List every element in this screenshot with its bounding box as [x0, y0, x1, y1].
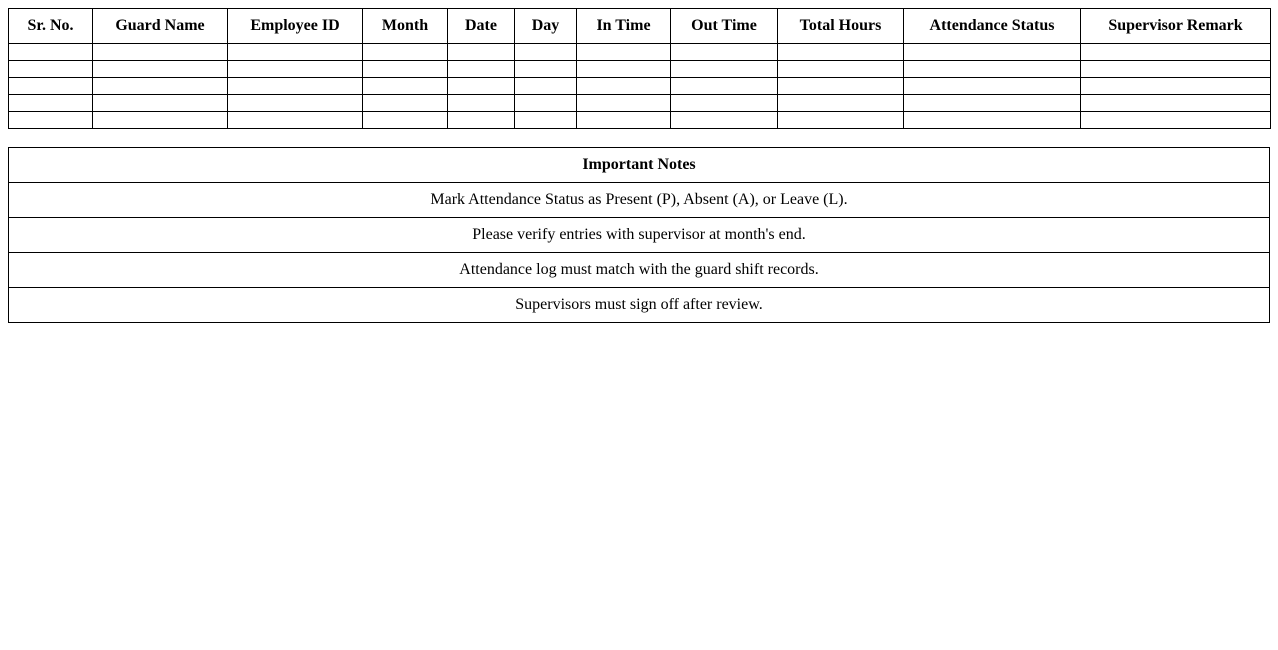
- note-item: Mark Attendance Status as Present (P), Absent (A), or Leave (L).: [9, 183, 1270, 218]
- table-row: [9, 61, 1271, 78]
- table-cell[interactable]: [904, 44, 1081, 61]
- table-cell[interactable]: [577, 44, 671, 61]
- table-cell[interactable]: [904, 78, 1081, 95]
- attendance-table: [8, 8, 1271, 129]
- table-cell[interactable]: [448, 95, 515, 112]
- table-cell[interactable]: [1081, 78, 1271, 95]
- note-row: [9, 288, 1270, 323]
- table-cell[interactable]: [363, 78, 448, 95]
- table-cell[interactable]: [228, 95, 363, 112]
- header-day: Day: [515, 9, 577, 44]
- table-cell[interactable]: [228, 61, 363, 78]
- header-in-time: In Time: [577, 9, 671, 44]
- header-employee-id: Employee ID: [228, 9, 363, 44]
- table-cell[interactable]: [778, 112, 904, 129]
- table-cell[interactable]: [671, 78, 778, 95]
- table-row: [9, 95, 1271, 112]
- table-cell[interactable]: [577, 61, 671, 78]
- table-cell[interactable]: [515, 44, 577, 61]
- table-cell[interactable]: [577, 95, 671, 112]
- table-cell[interactable]: [904, 112, 1081, 129]
- note-item: Supervisors must sign off after review.: [9, 288, 1270, 323]
- table-cell[interactable]: [1081, 112, 1271, 129]
- table-cell[interactable]: [1081, 61, 1271, 78]
- table-cell[interactable]: [228, 112, 363, 129]
- table-cell[interactable]: [671, 61, 778, 78]
- header-guard-name: Guard Name: [93, 9, 228, 44]
- table-cell[interactable]: [9, 78, 93, 95]
- table-cell[interactable]: [778, 95, 904, 112]
- table-cell[interactable]: [363, 95, 448, 112]
- table-cell[interactable]: [93, 61, 228, 78]
- header-out-time: Out Time: [671, 9, 778, 44]
- table-row: [9, 44, 1271, 61]
- header-month: Month: [363, 9, 448, 44]
- table-cell[interactable]: [778, 61, 904, 78]
- table-cell[interactable]: [577, 78, 671, 95]
- table-cell[interactable]: [228, 44, 363, 61]
- table-cell[interactable]: [448, 112, 515, 129]
- notes-title: Important Notes: [9, 148, 1270, 183]
- table-cell[interactable]: [515, 61, 577, 78]
- table-cell[interactable]: [9, 44, 93, 61]
- table-row: [9, 78, 1271, 95]
- table-cell[interactable]: [9, 95, 93, 112]
- notes-header-row: [9, 148, 1270, 183]
- table-cell[interactable]: [515, 112, 577, 129]
- table-cell[interactable]: [448, 61, 515, 78]
- note-row: [9, 218, 1270, 253]
- table-cell[interactable]: [93, 44, 228, 61]
- table-cell[interactable]: [671, 112, 778, 129]
- notes-table: [8, 147, 1270, 323]
- table-cell[interactable]: [363, 44, 448, 61]
- header-supervisor-remark: Supervisor Remark: [1081, 9, 1271, 44]
- table-cell[interactable]: [363, 112, 448, 129]
- table-cell[interactable]: [1081, 44, 1271, 61]
- table-cell[interactable]: [904, 61, 1081, 78]
- table-cell[interactable]: [93, 78, 228, 95]
- header-row: [9, 9, 1271, 44]
- table-cell[interactable]: [671, 44, 778, 61]
- note-item: Attendance log must match with the guard shift records.: [9, 253, 1270, 288]
- table-cell[interactable]: [363, 61, 448, 78]
- table-cell[interactable]: [515, 78, 577, 95]
- table-cell[interactable]: [228, 78, 363, 95]
- header-sr-no: Sr. No.: [9, 9, 93, 44]
- table-cell[interactable]: [577, 112, 671, 129]
- header-date: Date: [448, 9, 515, 44]
- table-cell[interactable]: [93, 95, 228, 112]
- table-cell[interactable]: [9, 61, 93, 78]
- table-cell[interactable]: [904, 95, 1081, 112]
- header-total-hours: Total Hours: [778, 9, 904, 44]
- header-attendance-status: Attendance Status: [904, 9, 1081, 44]
- table-cell[interactable]: [778, 44, 904, 61]
- table-cell[interactable]: [93, 112, 228, 129]
- attendance-body: [9, 44, 1271, 129]
- table-cell[interactable]: [515, 95, 577, 112]
- table-cell[interactable]: [671, 95, 778, 112]
- table-cell[interactable]: [9, 112, 93, 129]
- table-cell[interactable]: [448, 78, 515, 95]
- table-cell[interactable]: [448, 44, 515, 61]
- note-row: [9, 183, 1270, 218]
- table-row: [9, 112, 1271, 129]
- table-cell[interactable]: [778, 78, 904, 95]
- note-item: Please verify entries with supervisor at month's end.: [9, 218, 1270, 253]
- note-row: [9, 253, 1270, 288]
- table-cell[interactable]: [1081, 95, 1271, 112]
